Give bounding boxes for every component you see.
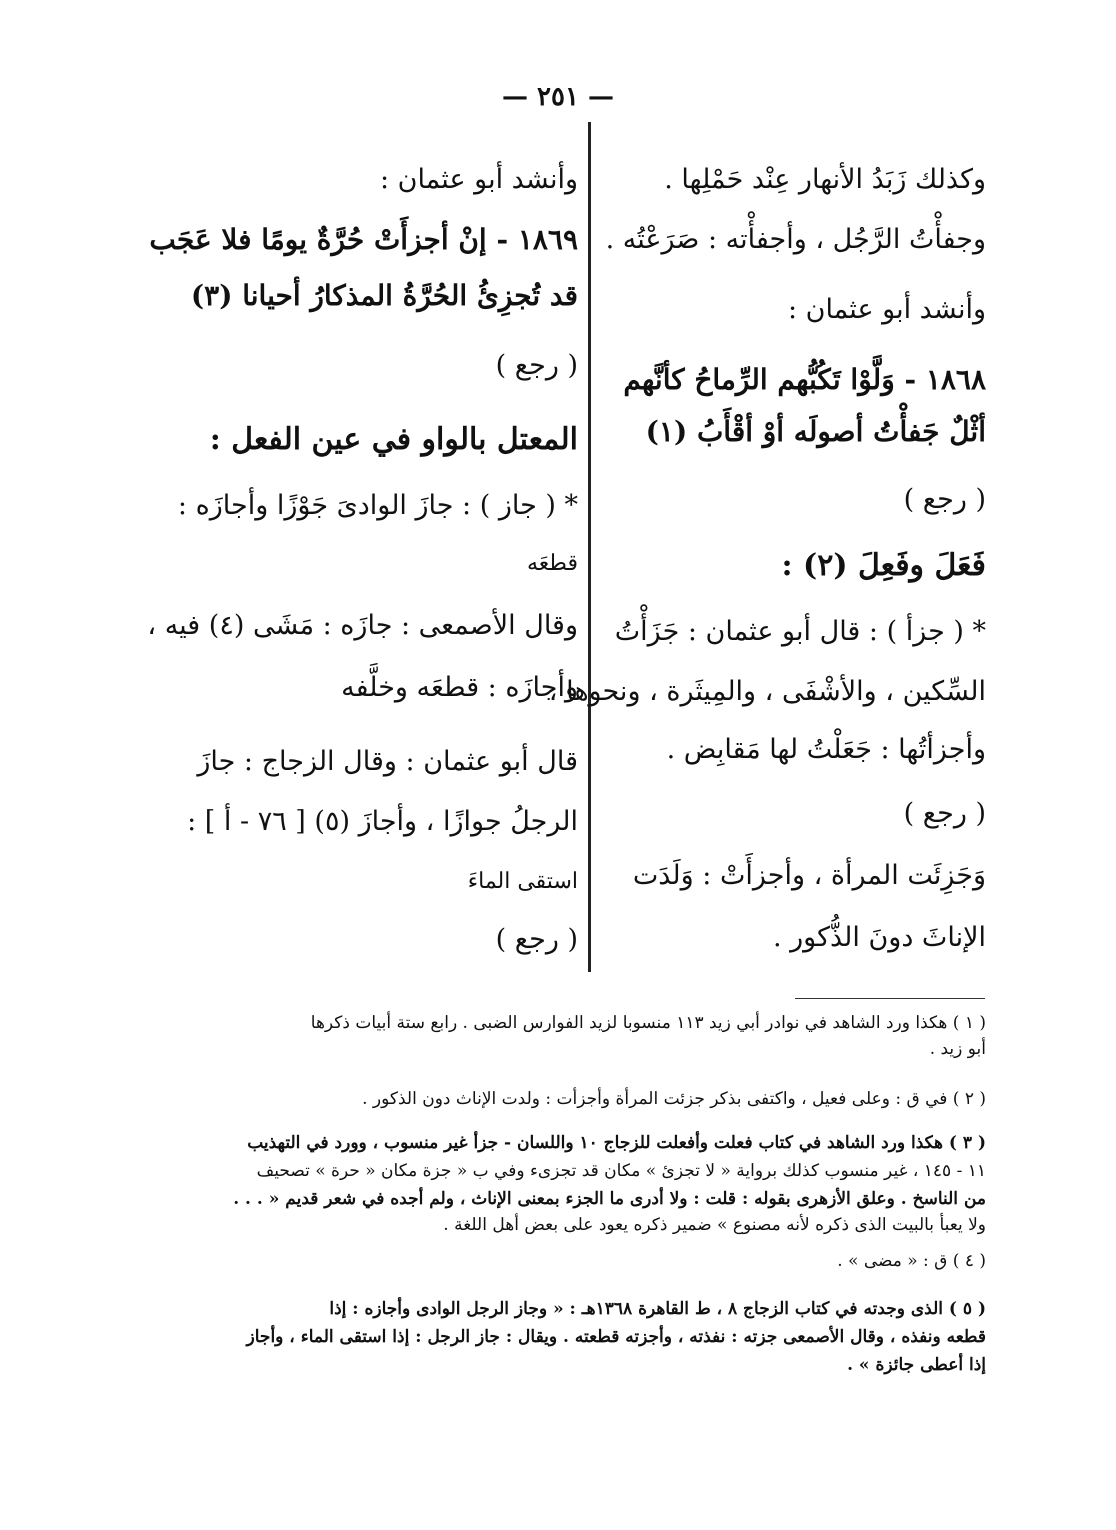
right-column-line: وأجزأتُها : جَعَلْتُ لها مَقابِض .: [666, 734, 986, 765]
right-column-line: وجفأْتُ الرَّجُل ، وأجفأْته : صَرَعْتُه .: [605, 224, 986, 255]
left-column-line: ( رجع ): [495, 350, 578, 381]
footnote-line: ( ٥ ) الذى وجدته في كتاب الزجاج ٨ ، ط القاهرة ١٣٦٨هـ : « وجاز الرجل الوادى وأجازه : إذا: [329, 1299, 986, 1319]
footnote-line: ولا يعبأ بالبيت الذى ذكره لأنه مصنوع » ضمير ذكره يعود على بعض أهل اللغة .: [443, 1215, 986, 1235]
footnote-separator: [795, 998, 985, 999]
left-column-line: وأجازَه : قطعَه وخلَّفه: [341, 672, 578, 703]
left-column-line: المعتل بالواو في عين الفعل :: [209, 422, 578, 457]
right-column-line: فَعَلَ وفَعِلَ (٢) :: [781, 548, 986, 583]
footnote-line: إذا أعطى جائزة » .: [847, 1355, 986, 1375]
left-column-line: قد تُجزِئُ الحُرَّةُ المذكارُ أحيانا (٣): [190, 279, 578, 312]
footnote-line: من الناسخ . وعلق الأزهرى بقوله : قلت : ولا أدرى ما الجزء بمعنى الإناث ، ولم أجده في شعر قديم « . . .: [233, 1189, 986, 1209]
footnote-line: قطعه ونفذه ، وقال الأصمعى جزته : نفذته ، وأجزته قطعته . ويقال : جاز الرجل : إذا استقى الماء ، وأجاز: [246, 1327, 986, 1347]
right-column-line: وأنشد أبو عثمان :: [787, 294, 986, 325]
right-column-line: * ( جزأ ) : قال أبو عثمان : جَزَأْتُ: [614, 616, 986, 647]
left-column-line: ١٨٦٩ - إنْ أجزأَتْ حُرَّةٌ يومًا فلا عَجَب: [149, 223, 578, 256]
left-column-line: ( رجع ): [495, 924, 578, 955]
right-column-line: ( رجع ): [903, 798, 986, 829]
right-column-line: السِّكين ، والأشْفَى ، والمِيثَرة ، ونحوها ،: [548, 676, 986, 707]
right-column-line: ( رجع ): [903, 484, 986, 515]
footnote-line: ١١ - ١٤٥ ، غير منسوب كذلك برواية « لا تجزئ » مكان قد تجزىء وفي ب « جزة مكان « حرة » تصحيف: [256, 1161, 986, 1181]
right-column-line: أثْلٌ جَفأْتُ أصولَه أوْ أقْأَبُ (١): [645, 415, 986, 448]
right-column-line: وكذلك زَبَدُ الأنهار عِنْد حَمْلِها .: [664, 164, 986, 195]
footnote-line: أبو زيد .: [929, 1039, 986, 1059]
footnote-line: ( ١ ) هكذا ورد الشاهد في نوادر أبي زيد ١١٣ منسوبا لزيد الفوارس الضبى . رابع ستة أبيات ذكرها: [310, 1013, 986, 1033]
left-column-line: قطعَه: [527, 551, 578, 576]
left-column-line: وقال الأصمعى : جازَه : مَشَى (٤) فيه ،: [147, 610, 578, 641]
left-column-line: قال أبو عثمان : وقال الزجاج : جازَ: [197, 746, 578, 777]
right-column-line: ١٨٦٨ - وَلَّوْا تَكُبُّهم الرِّماحُ كأنَّهم: [623, 363, 986, 396]
left-column-line: استقى الماءَ: [467, 869, 578, 894]
right-column-line: وَجَزِئَت المرأة ، وأجزأَتْ : وَلَدَت: [632, 860, 986, 891]
right-column-line: الإناثَ دونَ الذُّكور .: [772, 922, 986, 953]
left-column-line: وأنشد أبو عثمان :: [379, 164, 578, 195]
footnote-line: ( ٤ ) ق : « مضى » .: [837, 1251, 986, 1271]
left-column-line: * ( جاز ) : جازَ الوادىَ جَوْزًا وأجازَه :: [177, 490, 578, 521]
page-number: — ٢٥١ —: [501, 82, 615, 112]
left-column-line: الرجلُ جوازًا ، وأجازَ (٥) [ ٧٦ - أ ] :: [187, 806, 578, 837]
footnote-line: ( ٣ ) هكذا ورد الشاهد في كتاب فعلت وأفعلت للزجاج ١٠ واللسان - جزأ غير منسوب ، وورد في التهذيب: [247, 1133, 986, 1153]
footnote-line: ( ٢ ) في ق : وعلى فعيل ، واكتفى بذكر جزئت المرأة وأجزأت : ولدت الإناث دون الذكور .: [362, 1089, 986, 1109]
column-divider: [588, 122, 591, 972]
